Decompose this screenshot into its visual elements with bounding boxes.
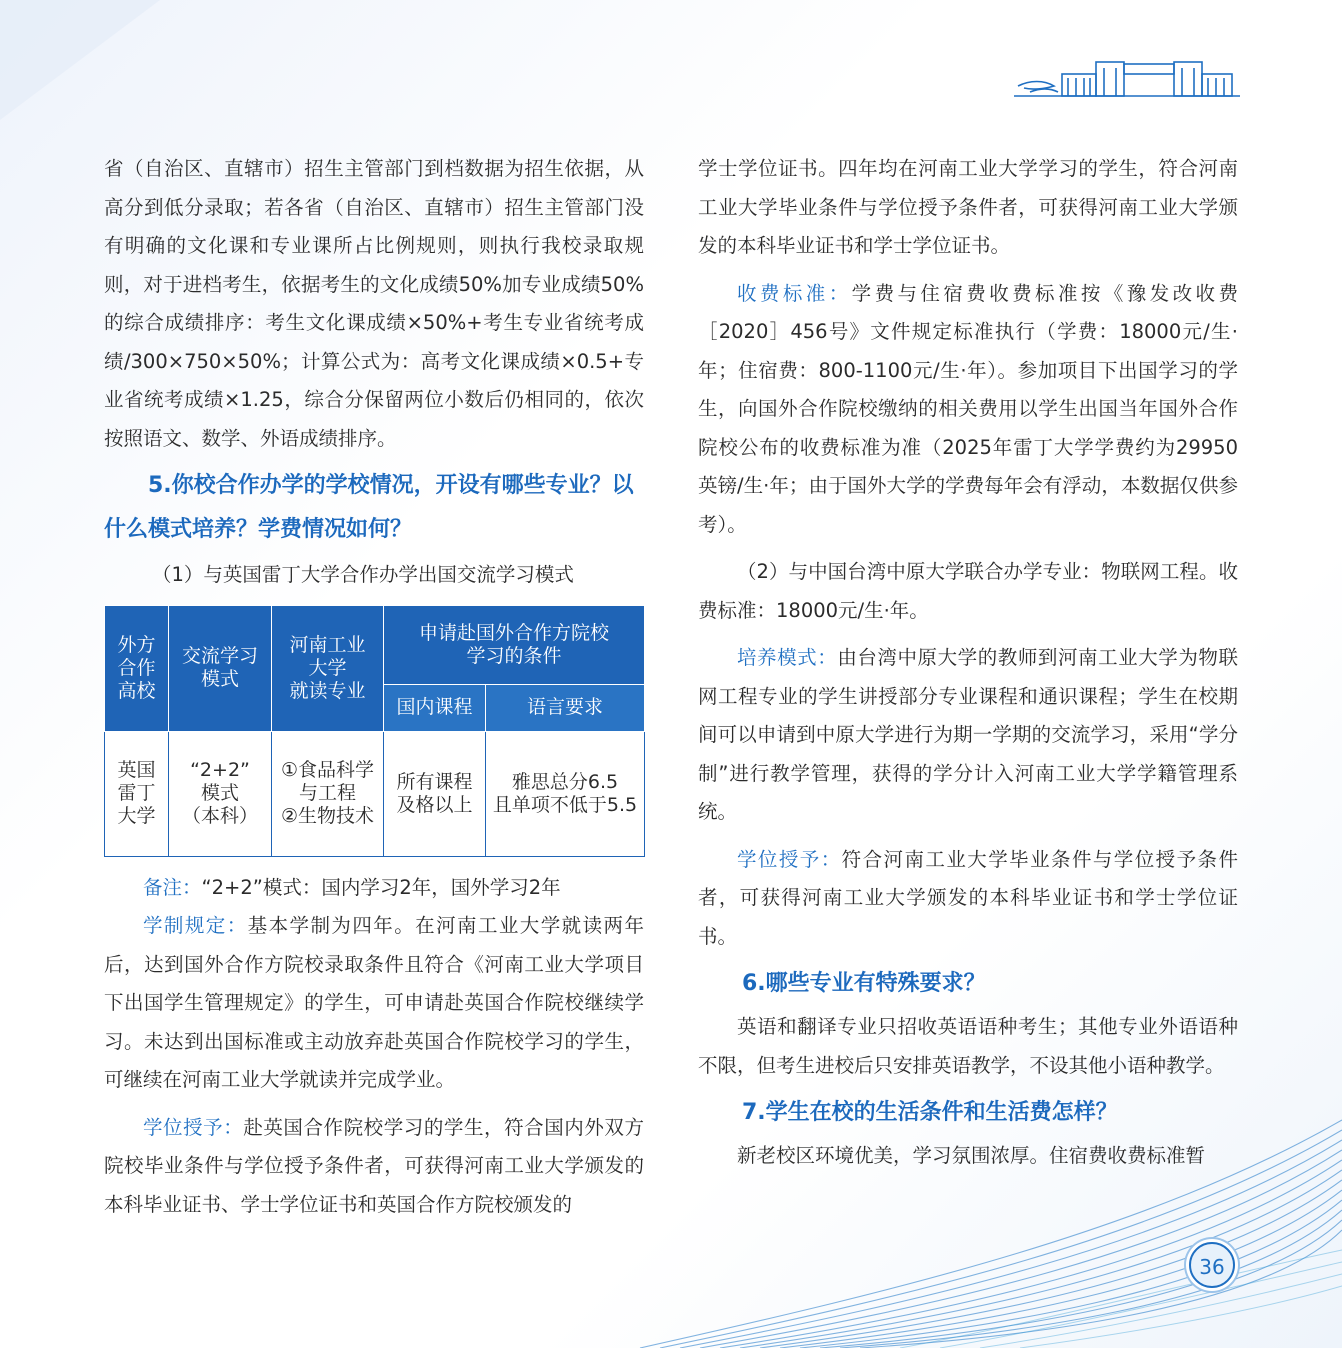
cell-language: 雅思总分6.5 且单项不低于5.5 [486,731,645,856]
header-exchange-mode: 交流学习 模式 [169,605,272,731]
chung-yuan-paragraph: （2）与中国台湾中原大学联合办学专业：物联网工程。收费标准：18000元/生·年。 [698,560,1238,622]
question-5-heading: 5.你校合作办学的学校情况，开设有哪些专业？以什么模式培养？学费情况如何？ [104,473,634,542]
question-6-heading: 6.哪些专业有特殊要求？ [742,971,986,996]
cell-domestic: 所有课程 及格以上 [384,731,486,856]
cell-major: ①食品科学 与工程 ②生物技术 [272,731,384,856]
special-requirements-paragraph: 英语和翻译专业只招收英语语种考生；其他专业外语语种不限，但考生进校后只安排英语教学，不设其他小语种教学。 [698,1015,1238,1077]
cooperation-table [104,605,645,857]
degree-paragraph-left: 学位授予：赴英国合作院校学习的学生，符合国内外双方院校毕业条件与学位授予条件者，可获得河南工业大学颁发的本科毕业证书、学士学位证书和英国合作方院校颁发的 [104,1115,644,1216]
cell-mode: “2+2” 模式 （本科） [169,731,272,856]
admission-rule-paragraph: 省（自治区、直辖市）招生主管部门到档数据为招生依据，从高分到低分录取；若各省（自治区、直辖市）招生主管部门没有明确的文化课和专业课所占比例规则，则执行我校录取规则，对于进档考生，依据考生的文化成绩50%加专业成绩50%的综合成绩排序：考生文化课成绩×50%+考生专业省统考成绩/300×750×50%；计算公式为：高考文化课成绩×0.5+专业省统考成绩×1.25，综合分保留两位小数后仍相同的，依次按照语文、数学、外语成绩排序。 [104,157,644,450]
page-number: 36 [1189,1242,1235,1288]
header-domestic-courses: 国内课程 [384,684,486,731]
training-mode-paragraph: 培养模式：由台湾中原大学的教师到河南工业大学为物联网工程专业的学生讲授部分专业课程和通识课程；学生在校期间可以申请到中原大学进行为期一学期的交流学习，采用“学分制”进行教学管理，获得的学分计入河南工业大学学籍管理系统。 [698,646,1238,823]
university-gate-logo [1010,56,1242,102]
fee-paragraph: 收费标准：学费与住宿费收费标准按《豫发改收费［2020］456号》文件规定标准执行（学费：18000元/生·年；住宿费：800-1100元/生·年）。参加项目下出国学习的学生，向国外合作院校缴纳的相关费用以学生出国当年国外合作院校公布的收费标准为准（2025年雷丁大学学费约为29950英镑/生·年；由于国外大学的学费每年会有浮动，本数据仅供参考）。 [698,281,1238,536]
study-system-paragraph: 学制规定：基本学制为四年。在河南工业大学就读两年后，达到国外合作方院校录取条件且符合《河南工业大学项目下出国学生管理规定》的学生，可申请赴英国合作院校继续学习。未达到出国标准或主动放弃赴英国合作院校学习的学生，可继续在河南工业大学就读并完成学业。 [104,914,644,1091]
table-caption: （1）与英国雷丁大学合作办学出国交流学习模式 [152,563,574,586]
header-language-requirement: 语言要求 [486,684,645,731]
header-major: 河南工业 大学 就读专业 [272,605,384,731]
table-row [105,731,645,856]
cell-school: 英国 雷丁 大学 [105,731,169,856]
degree-paragraph-right: 学位授予：符合河南工业大学毕业条件与学位授予条件者，可获得河南工业大学颁发的本科毕业证书和学士学位证书。 [698,847,1238,948]
note-paragraph: 备注：“2+2”模式：国内学习2年，国外学习2年 [143,875,561,899]
header-partner-school: 外方 合作 高校 [105,605,169,731]
question-7-heading: 7.学生在校的生活条件和生活费怎样？ [742,1100,1118,1125]
right-column [698,150,1238,1176]
left-column [104,150,644,1224]
continued-paragraph: 学士学位证书。四年均在河南工业大学学习的学生，符合河南工业大学毕业条件与学位授予条件者，可获得河南工业大学颁发的本科毕业证书和学士学位证书。 [698,157,1238,257]
header-conditions: 申请赴国外合作方院校 学习的条件 [384,605,645,684]
living-conditions-paragraph: 新老校区环境优美，学习氛围浓厚。住宿费收费标准暂 [737,1144,1206,1167]
